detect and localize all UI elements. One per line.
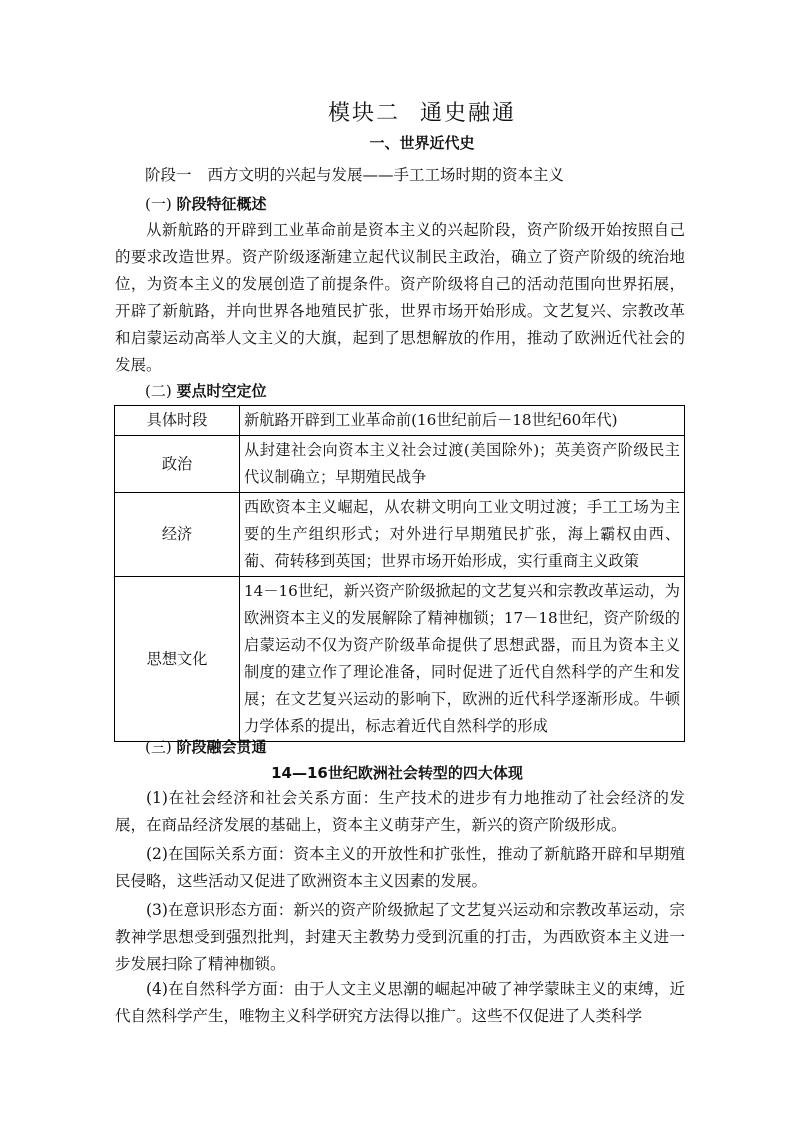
row-content: 西欧资本主义崛起，从农耕文明向工业文明过渡；手工工场为主要的生产组织形式；对外进行早期殖民扩张，海上霸权由西、葡、荷转移到英国；世界市场开始形成，实行重商主义政策 [240,493,685,577]
module-title-right: 通史融通 [420,101,517,126]
part-heading-synthesis [145,736,267,757]
overview-paragraph: 从新航路的开辟到工业革命前是资本主义的兴起阶段，资产阶级开始按照自己的要求改造世界。资产阶级逐渐建立起代议制民主政治，确立了资产阶级的统治地位，为资本主义的发展创造了前提条件。资产阶级将自己的活动范围向世界拓展，开辟了新航路，并向世界各地殖民扩张，世界市场开始形成。文艺复兴、宗教改革和启蒙运动高举人文主义的大旗，起到了思想解放的作用，推动了欧洲近代社会的发展。 [115,221,685,374]
key-points-table [114,405,685,742]
row-label: 经济 [115,493,240,577]
row-label: 具体时段 [115,406,240,436]
row-label: 思想文化 [115,577,240,742]
module-title [0,96,794,127]
stage-heading [145,163,564,185]
table-row [115,406,685,436]
part-number: (三) [145,738,172,756]
stage-title: 西方文明的兴起与发展——手工工场时期的资本主义 [207,166,565,184]
part-title: 要点时空定位 [176,382,267,400]
part-heading-timeline [145,380,267,401]
part-title: 阶段特征概述 [176,195,267,213]
module-title-left: 模块二 [327,101,400,126]
point-paragraph: (1)在社会经济和社会关系方面：生产技术的进步有力地推动了社会经济的发展，在商品经济发展的基础上，资本主义萌芽产生，新兴的资产阶级形成。 [115,789,685,834]
section-heading: 一、世界近代史 [369,134,475,152]
row-label: 政治 [115,436,240,493]
stage-label: 阶段一 [145,166,192,184]
table-row [115,493,685,577]
point-paragraph: (4)在自然科学方面：由于人文主义思潮的崛起冲破了神学蒙昧主义的束缚，近代自然科学产生，唯物主义科学研究方法得以推广。这些不仅促进了人类科学 [115,980,685,1025]
row-content: 新航路开辟到工业革命前(16世纪前后－18世纪60年代) [240,406,685,436]
part-heading-overview [145,193,267,214]
table-row [115,436,685,493]
table-row [115,577,685,742]
part-number: (一) [145,195,172,213]
part-number: (二) [145,382,172,400]
point-paragraph: (3)在意识形态方面：新兴的资产阶级掀起了文艺复兴运动和宗教改革运动，宗教神学思想受到强烈批判，封建天主教势力受到沉重的打击，为西欧资本主义进一步发展扫除了精神枷锁。 [115,901,685,973]
row-content: 14－16世纪，新兴资产阶级掀起的文艺复兴和宗教改革运动，为欧洲资本主义的发展解除了精神枷锁；17－18世纪，资产阶级的启蒙运动不仅为资产阶级革命提供了思想武器，而且为资本主义制度的建立作了理论准备，同时促进了近代自然科学的产生和发展；在文艺复兴运动的影响下，欧洲的近代科学逐渐形成。牛顿力学体系的提出，标志着近代自然科学的形成 [240,577,685,742]
point-paragraph: (2)在国际关系方面：资本主义的开放性和扩张性，推动了新航路开辟和早期殖民侵略，这些活动又促进了欧洲资本主义因素的发展。 [115,845,685,890]
row-content: 从封建社会向资本主义社会过渡(美国除外)；英美资产阶级民主代议制确立；早期殖民战争 [240,436,685,493]
part-title: 阶段融会贯通 [176,738,267,756]
synthesis-subheading: 14—16世纪欧洲社会转型的四大体现 [271,764,523,782]
